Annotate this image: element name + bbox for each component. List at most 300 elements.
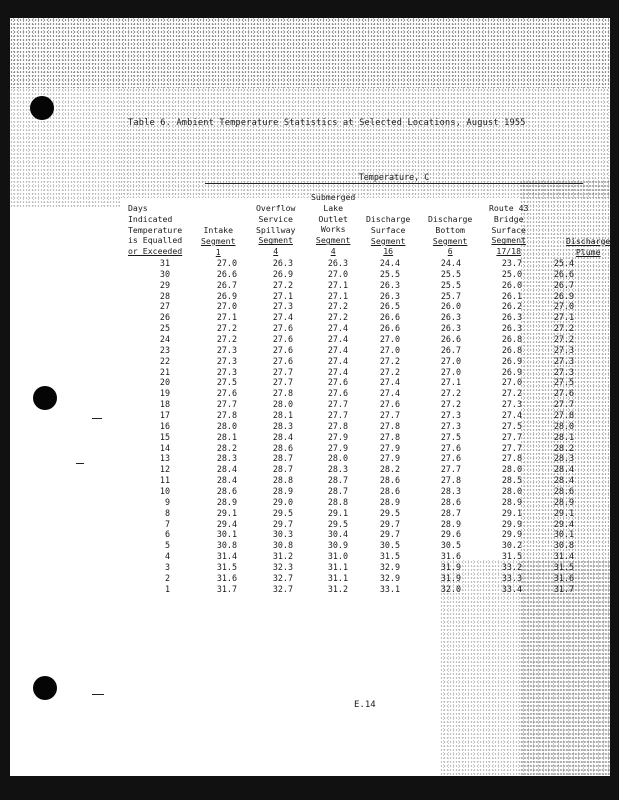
scan-noise — [10, 88, 120, 208]
table-cell: 27.6 — [272, 355, 293, 366]
column-header-line: Segment — [201, 235, 236, 246]
table-cell: 26.6 — [379, 312, 400, 323]
column-header-line: Bridge — [493, 213, 524, 224]
table-cell: 31.9 — [440, 562, 461, 573]
table-cell: 28.4 — [216, 475, 237, 486]
table-cell: 28.3 — [553, 453, 574, 464]
table-cell: 26 — [159, 312, 170, 323]
table-cell: 27.8 — [501, 453, 522, 464]
table-cell: 30.9 — [327, 540, 348, 551]
table-cell: 31 — [159, 258, 170, 268]
table-cell: 26.6 — [216, 268, 237, 279]
column-header-line: 17/18 — [496, 246, 522, 257]
table-cell: 27.0 — [379, 344, 400, 355]
table-cell: 27.8 — [379, 420, 400, 431]
punch-hole — [33, 386, 57, 410]
scan-border-left — [0, 0, 10, 800]
table-cell: 26.0 — [501, 279, 522, 290]
table-title: Table 6. Ambient Temperature Statistics at Selected Locations, August 1955 — [128, 118, 526, 128]
table-cell: 28.4 — [553, 464, 574, 475]
table-cell: 31.7 — [216, 583, 237, 594]
table-cell: 27.7 — [501, 431, 522, 442]
table-cell: 29.7 — [272, 518, 293, 529]
table-cell: 27.5 — [501, 420, 522, 431]
table-cell: 30.1 — [553, 529, 574, 540]
table-cell: 27.9 — [379, 453, 400, 464]
table-cell: 32.3 — [272, 562, 293, 573]
column-header-line: 4 — [330, 245, 336, 256]
table-cell: 29.4 — [553, 518, 574, 529]
scan-border-bottom — [0, 776, 619, 800]
table-cell: 27.8 — [440, 475, 461, 486]
table-cell: 27.4 — [327, 366, 348, 377]
column-header-line: Works — [320, 224, 346, 235]
table-cell: 26.7 — [553, 279, 574, 290]
column-days — [140, 258, 170, 595]
table-cell: 30.8 — [553, 540, 574, 551]
table-cell: 30.4 — [327, 529, 348, 540]
table-cell: 3 — [164, 562, 170, 573]
column-header-line: Segment — [432, 235, 468, 246]
table-cell: 30.5 — [440, 540, 461, 551]
table-cell: 27.2 — [327, 312, 348, 323]
table-cell: 31.5 — [501, 551, 522, 562]
table-cell: 10 — [159, 486, 170, 497]
table-cell: 27.1 — [440, 377, 461, 388]
table-cell: 27.4 — [379, 388, 400, 399]
table-cell: 27.2 — [379, 366, 400, 377]
table-cell: 27.7 — [327, 399, 348, 410]
table-cell: 27.6 — [327, 388, 348, 399]
column-header-line: Segment — [370, 235, 406, 246]
table-cell: 27.4 — [327, 323, 348, 334]
table-cell: 26.6 — [379, 323, 400, 334]
column-header-discharge-plume — [566, 236, 610, 258]
table-cell: 27.1 — [216, 312, 237, 323]
table-cell: 28.1 — [216, 431, 237, 442]
column-header-line: Segment — [258, 235, 293, 246]
table-cell: 27.2 — [327, 301, 348, 312]
table-cell: 27.2 — [272, 279, 293, 290]
table-cell: 29.5 — [272, 507, 293, 518]
table-cell: 29.0 — [272, 496, 293, 507]
table-cell: 29.7 — [379, 518, 400, 529]
table-cell: 17 — [159, 410, 170, 421]
table-cell: 26.2 — [501, 301, 522, 312]
table-cell: 28.1 — [272, 410, 293, 421]
table-cell: 31.5 — [216, 562, 237, 573]
table-cell: 28.7 — [327, 486, 348, 497]
table-cell: 11 — [159, 475, 170, 486]
column-header-submerged-outlet — [311, 192, 355, 257]
table-cell: 28.1 — [553, 431, 574, 442]
table-cell: 28.2 — [379, 464, 400, 475]
column-header-line: Segment — [491, 235, 526, 246]
table-cell: 28.8 — [272, 475, 293, 486]
table-cell: 26.3 — [379, 279, 400, 290]
column-header-line: Overflow — [256, 203, 296, 213]
table-cell: 30 — [159, 268, 170, 279]
table-cell: 23 — [159, 344, 170, 355]
table-cell: 25 — [159, 323, 170, 334]
scan-noise — [440, 560, 610, 776]
column-header-days — [128, 203, 182, 257]
column-discharge-bottom — [428, 258, 461, 595]
table-cell: 27.6 — [440, 453, 461, 464]
table-cell: 27.2 — [440, 388, 461, 399]
table-cell: 28.2 — [216, 442, 237, 453]
column-header-line: Discharge — [428, 214, 473, 224]
table-cell: 28.6 — [216, 486, 237, 497]
table-cell: 27.7 — [272, 377, 293, 388]
table-cell: 27.4 — [327, 355, 348, 366]
column-header-line: Surface — [491, 224, 526, 235]
table-cell: 28.6 — [272, 442, 293, 453]
column-header-line: or Exceeded — [128, 246, 183, 257]
table-cell: 26.0 — [440, 301, 461, 312]
table-cell: 27.2 — [553, 323, 574, 334]
table-cell: 26.9 — [216, 290, 237, 301]
table-cell: 29.5 — [327, 518, 348, 529]
table-cell: 28.6 — [379, 475, 400, 486]
table-cell: 27.3 — [553, 344, 574, 355]
table-cell: 29 — [159, 279, 170, 290]
table-cell: 29.1 — [327, 507, 348, 518]
table-cell: 33.3 — [501, 572, 522, 583]
column-header-discharge-bottom — [428, 214, 472, 257]
table-cell: 27.9 — [379, 442, 400, 453]
table-cell: 26.7 — [216, 279, 237, 290]
table-cell: 28.4 — [216, 464, 237, 475]
table-cell: 29.6 — [440, 529, 461, 540]
table-cell: 27.3 — [440, 410, 461, 421]
table-cell: 31.9 — [440, 572, 461, 583]
column-header-line: Lake — [323, 202, 344, 213]
table-cell: 19 — [159, 388, 170, 399]
table-cell: 16 — [159, 420, 170, 431]
column-header-line: Bottom — [435, 224, 465, 235]
column-submerged-outlet — [315, 258, 348, 595]
column-header-line: Service — [258, 213, 293, 224]
table-cell: 26.3 — [327, 258, 348, 268]
column-header-discharge-surface — [366, 214, 410, 257]
table-cell: 27.6 — [216, 388, 237, 399]
table-cell: 25.4 — [553, 258, 574, 268]
table-cell: 27.7 — [501, 442, 522, 453]
table-cell: 27.5 — [440, 431, 461, 442]
table-cell: 28.4 — [553, 475, 574, 486]
table-cell: 28.0 — [272, 399, 293, 410]
column-intake — [204, 258, 237, 595]
table-cell: 28.3 — [216, 453, 237, 464]
table-cell: 28.8 — [327, 496, 348, 507]
table-cell: 27.9 — [327, 442, 348, 453]
table-cell: 27.1 — [272, 290, 293, 301]
table-cell: 32.7 — [272, 572, 293, 583]
table-cell: 27.0 — [440, 355, 461, 366]
table-cell: 27.2 — [501, 388, 522, 399]
column-discharge-surface — [367, 258, 400, 595]
table-cell: 26.3 — [501, 323, 522, 334]
table-cell: 27.6 — [272, 344, 293, 355]
column-header-line: Discharge — [566, 236, 611, 246]
table-cell: 27.8 — [216, 410, 237, 421]
table-cell: 14 — [159, 442, 170, 453]
table-cell: 27.6 — [272, 323, 293, 334]
table-cell: 27.0 — [553, 301, 574, 312]
column-discharge-plume — [541, 258, 574, 595]
table-cell: 31.1 — [327, 562, 348, 573]
table-cell: 21 — [159, 366, 170, 377]
column-header-intake — [201, 225, 236, 257]
table-cell: 28.9 — [553, 496, 574, 507]
table-cell: 8 — [164, 507, 170, 518]
column-header-line: Outlet — [318, 213, 348, 224]
table-cell: 28.9 — [272, 486, 293, 497]
table-cell: 32.9 — [379, 572, 400, 583]
column-header-line: 1 — [215, 246, 221, 257]
table-cell: 29.9 — [501, 529, 522, 540]
table-cell: 29.1 — [501, 507, 522, 518]
punch-hole — [33, 676, 57, 700]
table-cell: 27.6 — [553, 388, 574, 399]
page-number: E.14 — [354, 700, 376, 710]
table-cell: 28.0 — [501, 464, 522, 475]
column-header-line: Days — [128, 203, 148, 213]
table-cell: 2 — [164, 572, 170, 583]
temperature-group-header: Temperature, C — [205, 172, 583, 184]
table-cell: 32.9 — [379, 562, 400, 573]
table-cell: 26.8 — [501, 344, 522, 355]
table-cell: 28.3 — [272, 420, 293, 431]
table-cell: 30.1 — [216, 529, 237, 540]
table-cell: 26.9 — [501, 355, 522, 366]
table-cell: 30.3 — [272, 529, 293, 540]
table-cell: 27.3 — [553, 366, 574, 377]
table-cell: 25.5 — [379, 268, 400, 279]
table-cell: 31.4 — [216, 551, 237, 562]
table-cell: 29.9 — [501, 518, 522, 529]
table-cell: 24 — [159, 334, 170, 345]
table-cell: 27.6 — [440, 442, 461, 453]
table-cell: 31.6 — [216, 572, 237, 583]
column-header-line: 6 — [447, 246, 453, 257]
punch-hole — [30, 96, 54, 120]
table-cell: 28.0 — [501, 486, 522, 497]
table-cell: 28.0 — [553, 420, 574, 431]
table-cell: 27.3 — [553, 355, 574, 366]
table-cell: 28.7 — [440, 507, 461, 518]
table-cell: 28.0 — [216, 420, 237, 431]
table-cell: 31.2 — [327, 583, 348, 594]
table-cell: 31.7 — [553, 583, 574, 594]
table-cell: 26.9 — [501, 366, 522, 377]
table-cell: 30.2 — [501, 540, 522, 551]
table-cell: 32.0 — [440, 583, 461, 594]
table-cell: 26.8 — [501, 334, 522, 345]
table-cell: 27.8 — [379, 431, 400, 442]
table-cell: 33.4 — [501, 583, 522, 594]
table-cell: 26.6 — [553, 268, 574, 279]
scan-border-top — [0, 0, 619, 18]
table-cell: 27.4 — [327, 334, 348, 345]
column-header-line: Indicated — [128, 213, 173, 224]
table-cell: 22 — [159, 355, 170, 366]
table-cell: 26.7 — [440, 344, 461, 355]
table-cell: 27 — [159, 301, 170, 312]
table-cell: 28.7 — [327, 475, 348, 486]
table-cell: 30.8 — [272, 540, 293, 551]
table-cell: 30.8 — [216, 540, 237, 551]
column-header-line: Temperature — [128, 224, 183, 235]
table-cell: 27.8 — [327, 420, 348, 431]
column-header-line: Spillway — [256, 224, 296, 235]
table-cell: 27.2 — [216, 323, 237, 334]
table-cell: 27.3 — [501, 399, 522, 410]
table-cell: 27.0 — [216, 301, 237, 312]
table-cell: 27.2 — [216, 334, 237, 345]
column-header-line: Surface — [370, 224, 406, 235]
table-cell: 31.4 — [553, 551, 574, 562]
table-cell: 27.1 — [553, 312, 574, 323]
table-cell: 15 — [159, 431, 170, 442]
table-cell: 29.1 — [216, 507, 237, 518]
table-cell: 26.3 — [440, 312, 461, 323]
column-header-line: Intake — [203, 225, 234, 235]
table-cell: 27.2 — [379, 355, 400, 366]
table-cell: 27.4 — [379, 377, 400, 388]
table-cell: 27.7 — [379, 410, 400, 421]
table-cell: 27.8 — [272, 388, 293, 399]
table-cell: 27.0 — [327, 268, 348, 279]
table-cell: 28.9 — [440, 518, 461, 529]
table-cell: 26.3 — [501, 312, 522, 323]
table-cell: 27.3 — [440, 420, 461, 431]
scan-mark — [92, 418, 102, 419]
table-cell: 27.0 — [216, 258, 237, 268]
table-cell: 7 — [164, 518, 170, 529]
scan-noise — [10, 18, 610, 88]
table-cell: 27.0 — [440, 366, 461, 377]
table-cell: 13 — [159, 453, 170, 464]
table-cell: 26.9 — [553, 290, 574, 301]
table-cell: 28.9 — [379, 496, 400, 507]
table-cell: 25.7 — [440, 290, 461, 301]
table-cell: 28.3 — [327, 464, 348, 475]
table-cell: 4 — [164, 551, 170, 562]
table-cell: 24.4 — [440, 258, 461, 268]
column-route43-bridge — [489, 258, 522, 595]
column-header-route43-bridge — [489, 203, 528, 257]
table-cell: 12 — [159, 464, 170, 475]
table-cell: 28.7 — [272, 453, 293, 464]
column-header-line: Segment — [315, 235, 351, 246]
column-header-line: Discharge — [366, 214, 411, 224]
table-cell: 27.5 — [216, 377, 237, 388]
table-cell: 27.3 — [216, 366, 237, 377]
table-cell: 28.6 — [440, 496, 461, 507]
table-cell: 28.2 — [553, 442, 574, 453]
column-header-overflow-spillway — [256, 203, 295, 257]
table-cell: 27.4 — [272, 312, 293, 323]
table-cell: 31.5 — [379, 551, 400, 562]
table-cell: 28.4 — [272, 431, 293, 442]
column-header-line: Route 43 — [489, 203, 529, 213]
table-cell: 27.1 — [327, 290, 348, 301]
table-cell: 31.0 — [327, 551, 348, 562]
column-overflow-spillway — [260, 258, 293, 595]
table-cell: 1 — [164, 583, 170, 594]
table-cell: 31.6 — [553, 572, 574, 583]
table-cell: 28 — [159, 290, 170, 301]
table-cell: 23.7 — [501, 258, 522, 268]
table-cell: 29.4 — [216, 518, 237, 529]
scan-border-right — [610, 0, 619, 800]
table-cell: 31.1 — [327, 572, 348, 583]
table-cell: 28.9 — [216, 496, 237, 507]
table-cell: 28.6 — [379, 486, 400, 497]
table-cell: 27.7 — [553, 399, 574, 410]
table-cell: 33.1 — [379, 583, 400, 594]
table-cell: 33.2 — [501, 562, 522, 573]
table-cell: 27.4 — [501, 410, 522, 421]
table-cell: 27.1 — [327, 279, 348, 290]
scan-mark — [76, 463, 84, 464]
table-cell: 31.2 — [272, 551, 293, 562]
table-cell: 29.1 — [553, 507, 574, 518]
table-cell: 26.3 — [440, 323, 461, 334]
table-cell: 28.7 — [272, 464, 293, 475]
table-cell: 28.3 — [440, 486, 461, 497]
table-cell: 27.0 — [379, 334, 400, 345]
table-cell: 20 — [159, 377, 170, 388]
column-header-line: Plume — [575, 246, 601, 257]
table-cell: 27.7 — [272, 366, 293, 377]
column-header-line: 16 — [383, 246, 394, 257]
table-cell: 27.3 — [216, 344, 237, 355]
table-cell: 5 — [164, 540, 170, 551]
table-cell: 6 — [164, 529, 170, 540]
column-header-line: is Equalled — [128, 235, 183, 246]
table-cell: 27.7 — [440, 464, 461, 475]
table-cell: 27.7 — [216, 399, 237, 410]
table-cell: 26.3 — [272, 258, 293, 268]
table-cell: 26.6 — [440, 334, 461, 345]
table-cell: 27.0 — [501, 377, 522, 388]
table-cell: 18 — [159, 399, 170, 410]
table-cell: 25.5 — [440, 268, 461, 279]
table-cell: 28.6 — [553, 486, 574, 497]
table-cell: 24.4 — [379, 258, 400, 268]
table-cell: 27.6 — [327, 377, 348, 388]
table-cell: 29.5 — [379, 507, 400, 518]
column-header-line: Submerged — [311, 192, 356, 202]
table-cell: 31.5 — [553, 562, 574, 573]
table-cell: 27.2 — [553, 334, 574, 345]
table-cell: 27.3 — [272, 301, 293, 312]
table-cell: 26.3 — [379, 290, 400, 301]
table-cell: 25.0 — [501, 268, 522, 279]
column-header-line: 4 — [273, 246, 279, 257]
table-cell: 25.5 — [440, 279, 461, 290]
table-cell: 28.9 — [501, 496, 522, 507]
table-cell: 9 — [164, 496, 170, 507]
table-cell: 28.5 — [501, 475, 522, 486]
table-cell: 27.6 — [379, 399, 400, 410]
table-cell: 31.6 — [440, 551, 461, 562]
table-cell: 27.6 — [272, 334, 293, 345]
table-cell: 27.8 — [553, 410, 574, 421]
